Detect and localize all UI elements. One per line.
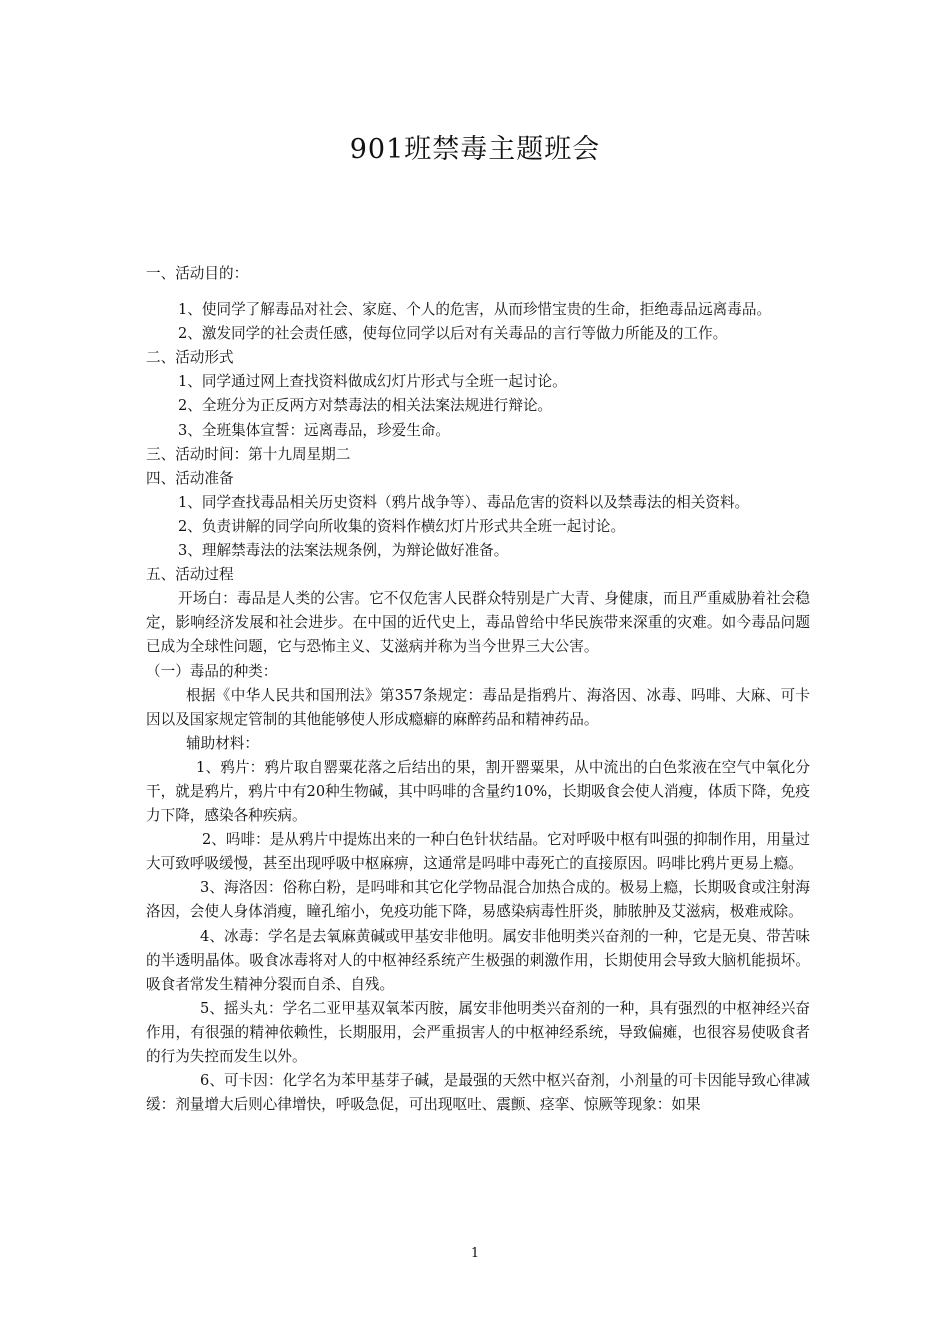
aux-item-heroin: 3、海洛因：俗称白粉，是吗啡和其它化学物品混合加热合成的。极易上瘾，长期吸食或注射海洛因，会使人身体消瘦，瞳孔缩小，免疫功能下降，易感染病毒性肝炎，肺脓肿及艾滋病，极难戒除。: [146, 879, 810, 921]
page-number: 1: [470, 1246, 480, 1261]
auxiliary-materials-heading: 辅助材料：: [186, 734, 259, 752]
aux-item-morphine: 2、吗啡：是从鸦片中提炼出来的一种白色针状结晶。它对呼吸中枢有叫强的抑制作用，用量过大可致呼吸缓慢，甚至出现呼吸中枢麻痹，这通常是吗啡中毒死亡的直接原因。吗啡比鸦片更易上瘾。: [146, 831, 810, 873]
document-body: [146, 262, 810, 1117]
aux-item-opium: 1、鸦片：鸦片取自罂粟花落之后结出的果，割开罂粟果，从中流出的白色浆液在空气中氧化分干，就是鸦片，鸦片中有20种生物碱，其中吗啡的含量约10%，长期吸食会使人消瘦，体质下降，免疫力下降，感染各种疾病。: [146, 758, 810, 825]
section-heading-purpose: 一、活动目的：: [146, 265, 249, 282]
aux-item-cocaine: 6、可卡因：化学名为苯甲基芽子碱，是最强的天然中枢兴奋剂，小剂量的可卡因能导致心律减缓：剂量增大后则心律增快，呼吸急促，可出现呕吐、震颤、痉挛、惊厥等现象：如果: [146, 1072, 810, 1114]
format-item-3: 3、全班集体宣誓：远离毒品，珍爱生命。: [178, 421, 450, 439]
purpose-item-2: 2、激发同学的社会责任感，使每位同学以后对有关毒品的言行等做力所能及的工作。: [178, 325, 728, 343]
document-title: 901班禁毒主题班会: [349, 134, 601, 165]
subsection-heading-drug-types: （一）毒品的种类：: [146, 662, 278, 680]
preparation-item-1: 1、同学查找毒品相关历史资料（鸦片战争等）、毒品危害的资料以及禁毒法的相关资料。: [178, 493, 750, 511]
section-heading-time: 三、活动时间：第十九周星期二: [146, 445, 351, 463]
aux-item-meth: 4、冰毒：学名是去氧麻黄碱或甲基安非他明。属安非他明类兴奋剂的一种，它是无臭、带苦味的半透明晶体。吸食冰毒将对人的中枢神经系统产生极强的刺激作用，长期使用会导致大脑机能损坏。吸食者常发生精神分裂而自杀、自残。: [146, 927, 810, 993]
legal-basis-paragraph: 根据《中华人民共和国刑法》第357条规定：毒品是指鸦片、海洛因、冰毒、吗啡、大麻、可卡因以及国家规定管制的其他能够使人形成瘾癖的麻醉药品和精神药品。: [146, 686, 810, 728]
preparation-item-3: 3、理解禁毒法的法案法规条例，为辩论做好准备。: [178, 542, 509, 560]
opening-paragraph: 开场白：毒品是人类的公害。它不仅危害人民群众特别是广大青、身健康，而且严重威胁着社会稳定，影响经济发展和社会进步。在中国的近代史上，毒品曾给中华民族带来深重的灾难。如今毒品问题已成为全球性问题，它与恐怖主义、艾滋病并称为当今世界三大公害。: [146, 590, 810, 656]
format-item-2: 2、全班分为正反两方对禁毒法的相关法案法规进行辩论。: [178, 397, 553, 415]
section-heading-format: 二、活动形式: [146, 349, 234, 367]
aux-item-ecstasy: 5、摇头丸：学名二亚甲基双氧苯丙胺，属安非他明类兴奋剂的一种，具有强烈的中枢神经兴奋作用，有很强的精神依赖性，长期服用，会严重损害人的中枢神经系统，导致偏瘫，也很容易使吸食者的行为失控而发生以外。: [146, 999, 810, 1065]
section-heading-process: 五、活动过程: [146, 566, 234, 584]
purpose-item-1: 1、使同学了解毒品对社会、家庭、个人的危害，从而珍惜宝贵的生命，拒绝毒品远离毒品。: [178, 301, 772, 319]
section-heading-preparation: 四、活动准备: [146, 469, 234, 487]
preparation-item-2: 2、负责讲解的同学向所收集的资料作横幻灯片形式共全班一起讨论。: [178, 517, 626, 535]
format-item-1: 1、同学通过网上查找资料做成幻灯片形式与全班一起讨论。: [178, 373, 567, 391]
